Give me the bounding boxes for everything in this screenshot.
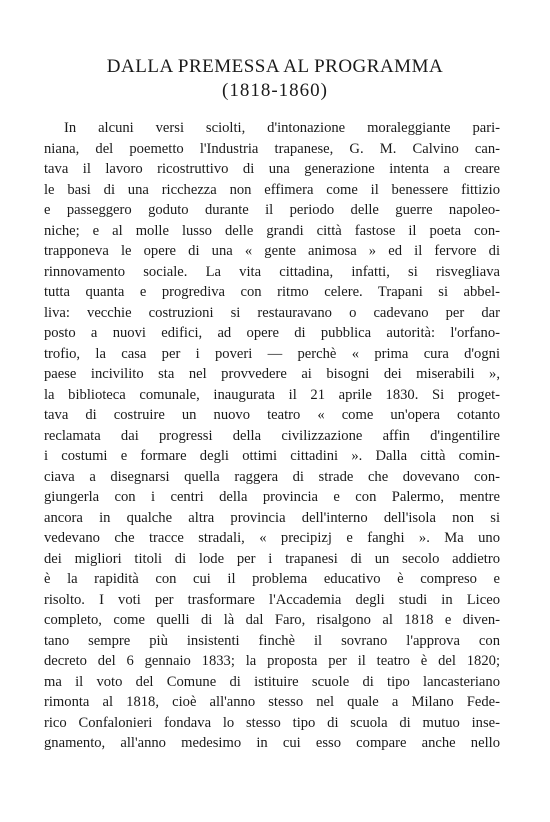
chapter-dates: (1818-1860) <box>222 80 328 101</box>
text-line: rinnovamento sociale. La vita cittadina, infatti, si risvegliava <box>44 263 500 280</box>
text-line: tava il lavoro ricostruttivo di una generazione intenta a creare <box>44 161 500 177</box>
text-line: è la rapidità con cui il problema educativo è compreso e <box>44 571 500 587</box>
text-line: niana, del poemetto l'Industria trapanese, G. M. Calvino can- <box>44 140 500 157</box>
text-line: giungerla con i centri della provincia e con Palermo, mentre <box>44 489 500 505</box>
text-line: le basi di una ricchezza non effimera come il benessere fittizio <box>44 181 500 198</box>
body-paragraph <box>44 118 500 754</box>
text-line: tutta quanta e progrediva con ritmo celere. Trapani si abbel- <box>44 284 500 300</box>
text-line: gnamento, all'anno medesimo in cui esso compare anche nello <box>44 735 500 751</box>
text-line: la biblioteca comunale, inaugurata il 21 aprile 1830. Si proget- <box>44 386 500 403</box>
text-line: trapponeva le opere di una « gente animosa » ed il fervore di <box>44 243 500 259</box>
text-line: trofio, la casa per i poveri — perchè « prima cura d'ogni <box>44 345 500 362</box>
text-line: rimonta al 1818, cioè all'anno stesso nel quale a Milano Fede- <box>44 694 500 710</box>
text-line: completo, come quelli di là dal Faro, risalgono al 1818 e diven- <box>44 612 500 628</box>
text-line: tano sempre più insistenti finchè il sovrano l'approva con <box>44 632 500 649</box>
text-line: dei migliori titoli di lode per i trapanesi di un secolo addietro <box>44 550 500 567</box>
text-line: vedevano che tracce stradali, « precipizj e fanghi ». Ma uno <box>44 530 500 546</box>
text-line: reclamata dai progressi della civilizzazione affin d'ingentilire <box>44 427 500 444</box>
text-line: decreto del 6 gennaio 1833; la proposta per il teatro è del 1820; <box>44 653 500 669</box>
text-line: posto a nuovi edifici, ad opere di pubblica autorità: l'orfano- <box>44 325 500 341</box>
text-line: ma il voto del Comune di istituire scuole di tipo lancasteriano <box>44 673 500 690</box>
text-line: i costumi e formare degli ottimi cittadini ». Dalla città comin- <box>44 448 500 464</box>
text-line: liva: vecchie costruzioni si restauravano o cadevano per dar <box>44 304 500 321</box>
text-line: tava di costruire un nuovo teatro « come un'opera cotanto <box>44 407 500 423</box>
text-line: ciava a disegnarsi quella raggera di strade che dovevano con- <box>44 468 500 485</box>
text-line: niche; e al molle lusso delle grandi città fastose il poeta con- <box>44 222 500 239</box>
chapter-title: DALLA PREMESSA AL PROGRAMMA <box>106 56 444 77</box>
text-line: In alcuni versi sciolti, d'intonazione moraleggiante pari- <box>64 120 500 136</box>
text-line: paese incivilito sta nel provvedere ai bisogni dei miserabili », <box>44 366 500 382</box>
text-line: ancora in qualche altra provincia dell'interno dell'isola non si <box>44 509 500 526</box>
text-line: risolto. I voti per trasformare l'Accademia degli studi in Liceo <box>44 591 500 608</box>
text-line: rico Confalonieri fondava lo stesso tipo di scuola di mutuo inse- <box>44 714 500 731</box>
text-line: e passeggero goduto durante il periodo delle guerre napoleo- <box>44 202 500 218</box>
